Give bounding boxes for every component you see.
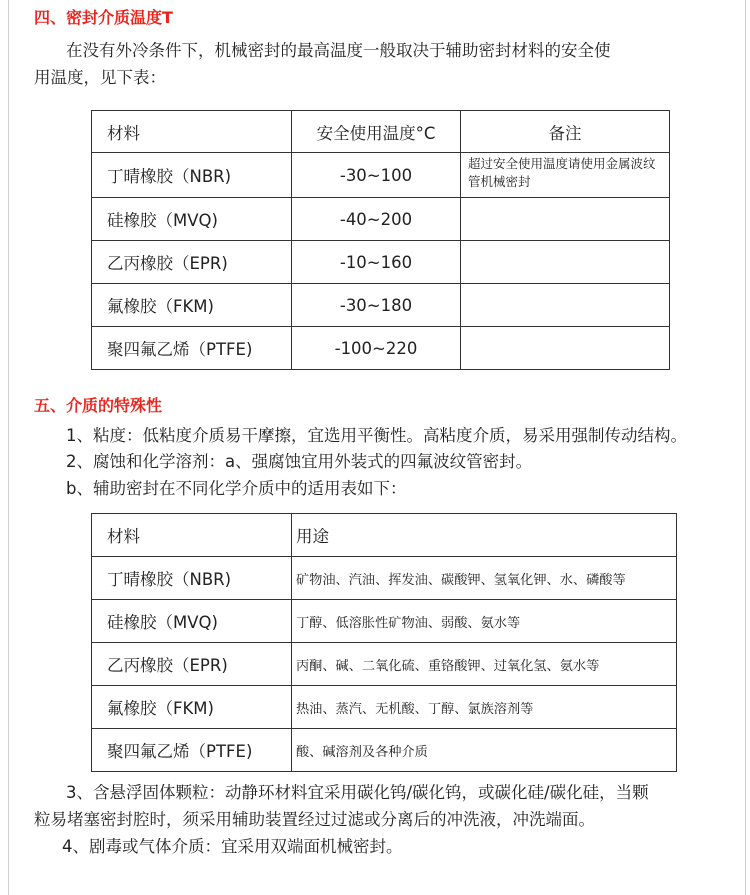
temp-cell: -10~160 [292,241,461,284]
section5-item3-line2: 粒易堵塞密封腔时，须采用辅助装置经过过滤或分离后的冲洗液，冲洗端面。 [34,810,595,829]
table-row [92,643,677,686]
table-row [92,686,677,729]
section5-item4: 4、剧毒或气体介质：宜采用双端面机械密封。 [62,837,403,856]
header-use: 用途 [292,514,677,557]
table-row [92,153,670,198]
remark-cell [461,284,670,327]
table-row [92,557,677,600]
table-row [92,729,677,772]
table-row [92,327,670,370]
temp-cell: -30~180 [292,284,461,327]
header-safe-temp: 安全使用温度°C [292,111,461,153]
header-remarks: 备注 [461,111,670,153]
page-border-right [745,0,746,895]
use-cell: 酸、碱溶剂及各种介质 [292,729,677,772]
header-material: 材料 [92,111,292,153]
use-cell: 丙酮、碱、二氧化硫、重铬酸钾、过氧化氢、氨水等 [292,643,677,686]
material-cell: 氟橡胶（FKM) [92,284,292,327]
use-cell: 热油、蒸汽、无机酸、丁醇、氯族溶剂等 [292,686,677,729]
material-cell: 聚四氟乙烯（PTFE) [92,327,292,370]
section4-paragraph-line2: 用温度，见下表： [34,68,166,87]
material-cell: 丁晴橡胶（NBR) [92,557,292,600]
table-header-row [92,111,670,153]
section4-paragraph-line1: 在没有外冷条件下，机械密封的最高温度一般取决于辅助密封材料的安全使 [66,41,611,60]
section5-item1: 1、粘度：低粘度介质易干摩擦，宜选用平衡性。高粘度介质，易采用强制传动结构。 [66,426,687,445]
section5-item2b: b、辅助密封在不同化学介质中的适用表如下： [66,479,407,498]
remark-cell [461,327,670,370]
temp-cell: -30~100 [292,153,461,198]
material-cell: 丁晴橡胶（NBR) [92,153,292,198]
page-border-left [8,0,9,895]
remark-cell: 超过安全使用温度请使用金属波纹管机械密封 [461,153,670,198]
chemical-compatibility-table [91,513,677,772]
remark-cell [461,198,670,241]
use-cell: 丁醇、低溶胀性矿物油、弱酸、氨水等 [292,600,677,643]
material-cell: 硅橡胶（MVQ) [92,600,292,643]
section5-item2: 2、腐蚀和化学溶剂：a、强腐蚀宜用外装式的四氟波纹管密封。 [66,452,533,471]
section4-heading: 四、密封介质温度T [34,8,173,27]
section5-item3-line1: 3、含悬浮固体颗粒：动静环材料宜采用碳化钨/碳化钨，或碳化硅/碳化硅，当颗 [66,783,649,802]
table-row [92,600,677,643]
material-cell: 氟橡胶（FKM) [92,686,292,729]
header-material: 材料 [92,514,292,557]
table-header-row [92,514,677,557]
table-row [92,198,670,241]
use-cell: 矿物油、汽油、挥发油、碳酸钾、氢氧化钾、水、磷酸等 [292,557,677,600]
table-row [92,241,670,284]
temperature-table [91,110,670,370]
material-cell: 乙丙橡胶（EPR) [92,241,292,284]
table-row [92,284,670,327]
material-cell: 乙丙橡胶（EPR) [92,643,292,686]
temp-cell: -100~220 [292,327,461,370]
section5-heading: 五、介质的特殊性 [34,396,163,415]
material-cell: 硅橡胶（MVQ) [92,198,292,241]
temp-cell: -40~200 [292,198,461,241]
material-cell: 聚四氟乙烯（PTFE) [92,729,292,772]
remark-cell [461,241,670,284]
